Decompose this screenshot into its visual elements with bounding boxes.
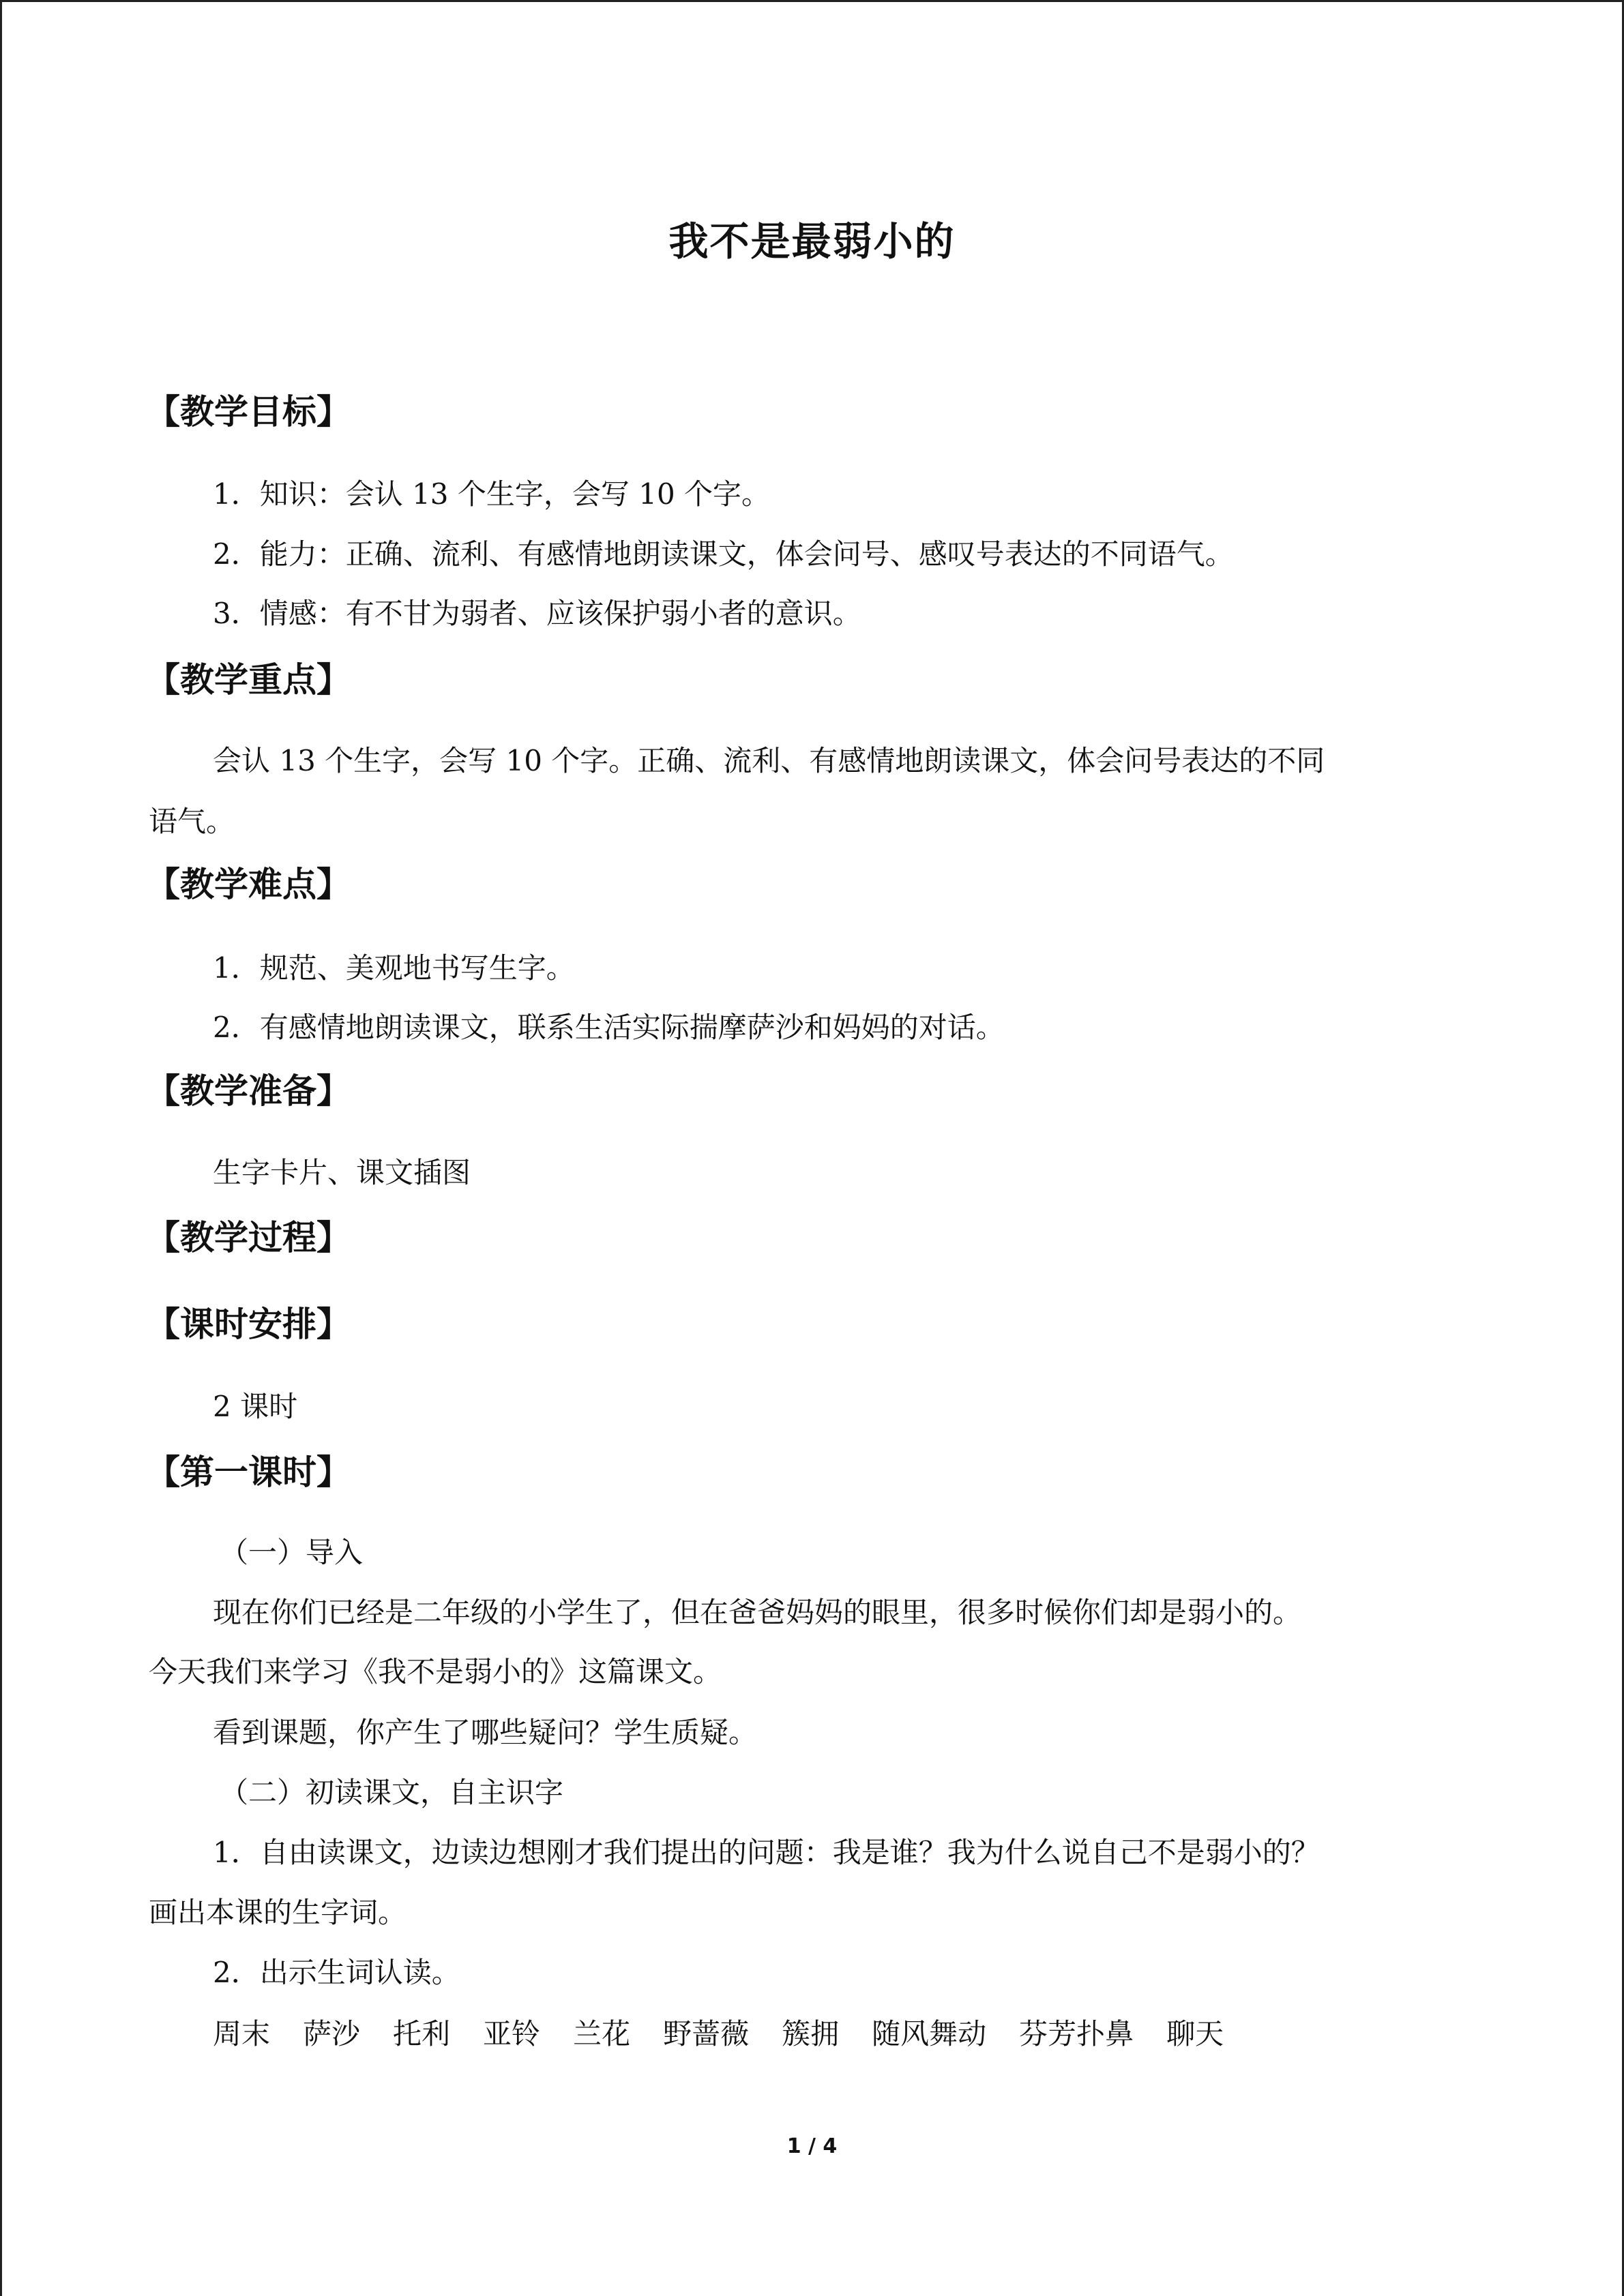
task-1-line-2: 画出本课的生字词。	[149, 1896, 407, 1929]
heading-difficulties: 【教学难点】	[146, 865, 351, 904]
question-line: 看到课题，你产生了哪些疑问？学生质疑。	[213, 1716, 758, 1749]
task-1-line-1: 1．自由读课文，边读边想刚才我们提出的问题：我是谁？我为什么说自己不是弱小的？	[213, 1836, 1320, 1869]
page-number: 1 / 4	[786, 2134, 838, 2158]
key-points-line-2: 语气。	[149, 805, 235, 838]
heading-key-points: 【教学重点】	[146, 660, 351, 700]
page-border-top	[0, 0, 1624, 2]
vocab-word: 芬芳扑鼻	[1019, 2017, 1134, 2051]
heading-preparation: 【教学准备】	[146, 1071, 351, 1111]
vocabulary-list	[213, 2015, 1256, 2053]
heading-process: 【教学过程】	[146, 1218, 351, 1257]
heading-first-lesson: 【第一课时】	[146, 1452, 351, 1492]
vocab-word: 随风舞动	[872, 2017, 987, 2051]
objective-item-2: 2．能力：正确、流利、有感情地朗读课文，体会问号、感叹号表达的不同语气。	[213, 537, 1234, 571]
vocab-word: 簇拥	[782, 2017, 840, 2051]
heading-schedule: 【课时安排】	[146, 1304, 351, 1344]
difficulty-item-1: 1．规范、美观地书写生字。	[213, 951, 575, 985]
task-2-line: 2．出示生词认读。	[213, 1956, 460, 1989]
difficulty-item-2: 2．有感情地朗读课文，联系生活实际揣摩萨沙和妈妈的对话。	[213, 1011, 1005, 1044]
vocab-word: 兰花	[573, 2017, 631, 2051]
page-border-left	[0, 0, 2, 2296]
vocab-word: 亚铃	[483, 2017, 541, 2051]
page-title: 我不是最弱小的	[668, 218, 956, 265]
vocab-word: 萨沙	[303, 2017, 361, 2051]
intro-line-1: 现在你们已经是二年级的小学生了，但在爸爸妈妈的眼里，很多时候你们却是弱小的。	[213, 1596, 1302, 1629]
schedule-text: 2 课时	[213, 1390, 298, 1423]
vocab-word: 周末	[213, 2017, 271, 2051]
step-1-title: （一）导入	[220, 1536, 364, 1569]
vocab-word: 野蔷薇	[663, 2017, 750, 2051]
vocab-word: 聊天	[1166, 2017, 1224, 2051]
heading-objectives: 【教学目标】	[146, 392, 351, 432]
preparation-text: 生字卡片、课文插图	[213, 1156, 471, 1189]
vocab-word: 托利	[393, 2017, 451, 2051]
objective-item-1: 1．知识：会认 13 个生字，会写 10 个字。	[213, 477, 771, 511]
step-2-title: （二）初读课文，自主识字	[220, 1776, 564, 1809]
intro-line-2: 今天我们来学习《我不是弱小的》这篇课文。	[149, 1655, 722, 1688]
key-points-line-1: 会认 13 个生字，会写 10 个字。正确、流利、有感情地朗读课文，体会问号表达的不同	[213, 744, 1325, 777]
objective-item-3: 3．情感：有不甘为弱者、应该保护弱小者的意识。	[213, 597, 861, 630]
